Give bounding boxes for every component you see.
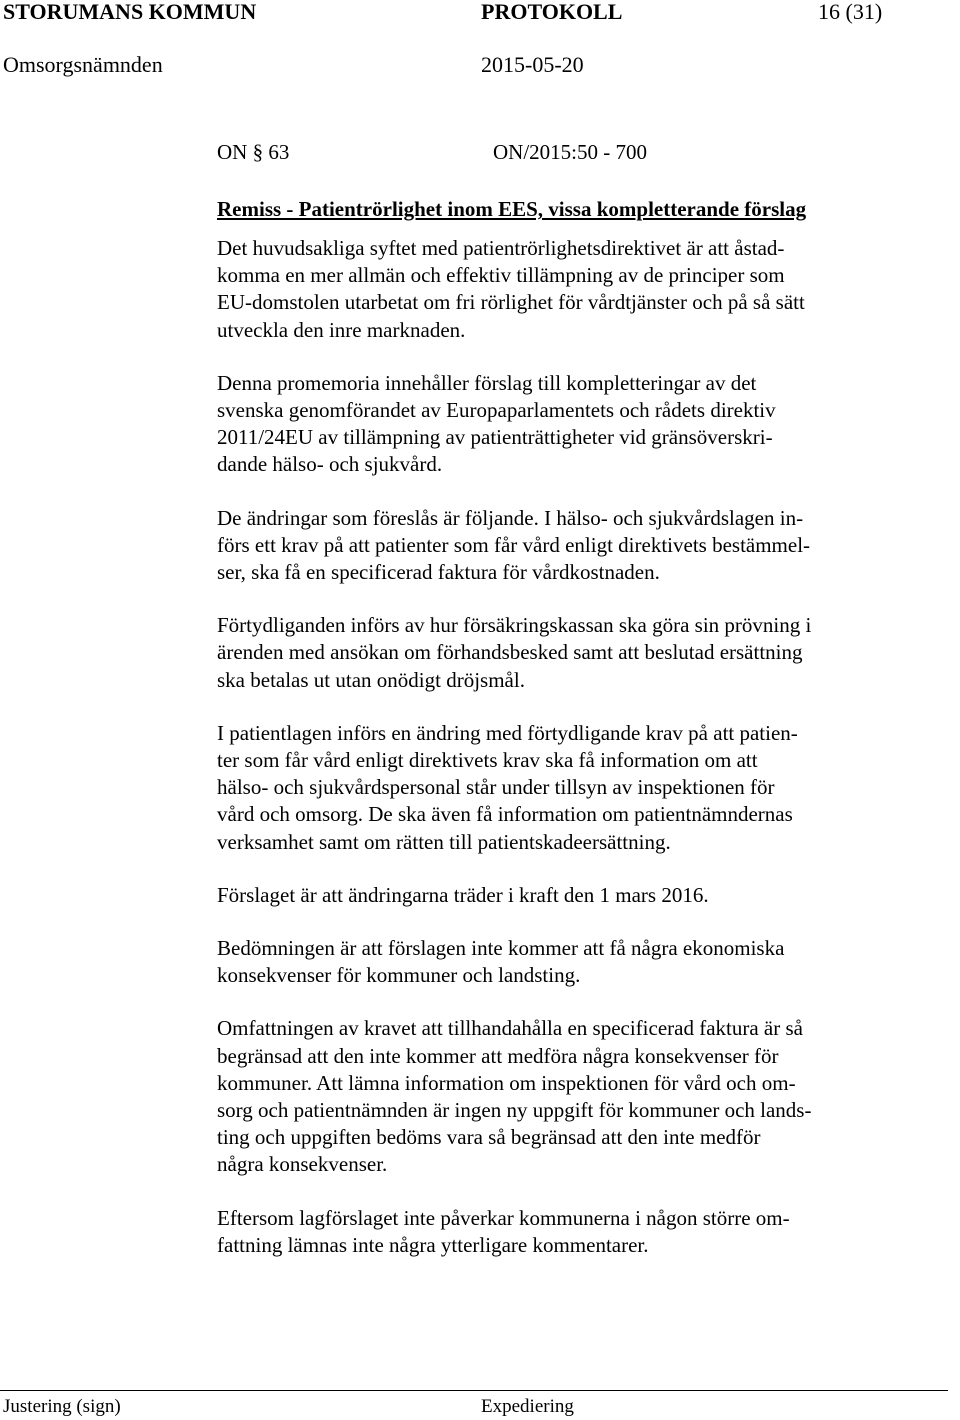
text-line: förs ett krav på att patienter som får vård enligt direktivets bestämmel- bbox=[217, 532, 811, 557]
paragraph bbox=[217, 935, 917, 989]
page-number: 16 (31) bbox=[818, 0, 883, 24]
text-line: Det huvudsakliga syftet med patientrörlighetsdirektivet är att åstad- bbox=[217, 236, 785, 260]
text-line: I patientlagen införs en ändring med förtydligande krav på att patien- bbox=[217, 720, 798, 745]
text-line: några konsekvenser. bbox=[217, 1152, 388, 1177]
text-line: ser, ska få en specificerad faktura för vårdkostnaden. bbox=[217, 560, 660, 585]
case-number: ON § 63 bbox=[217, 140, 290, 164]
document-title: Remiss - Patientrörlighet inom EES, vissa kompletterande förslag bbox=[217, 197, 807, 221]
meeting-date: 2015-05-20 bbox=[481, 52, 584, 77]
paragraph bbox=[217, 235, 917, 344]
text-line: ärenden med ansökan om förhandsbesked samt att beslutad ersättning bbox=[217, 640, 803, 665]
paragraph bbox=[217, 720, 917, 856]
paragraph bbox=[217, 505, 917, 587]
paragraph bbox=[217, 882, 917, 909]
text-line: sorg och patientnämnden är ingen ny uppgift för kommuner och lands- bbox=[217, 1098, 812, 1123]
text-line: Eftersom lagförslaget inte påverkar kommunerna i någon större om- bbox=[217, 1205, 790, 1230]
organization-name: STORUMANS KOMMUN bbox=[3, 0, 257, 24]
text-line: ter som får vård enligt direktivets krav ska få information om att bbox=[217, 748, 758, 773]
text-line: komma en mer allmän och effektiv tillämpning av de principer som bbox=[217, 263, 785, 288]
text-line: vård och omsorg. De ska även få information om patientnämndernas bbox=[217, 802, 793, 827]
text-line: EU-domstolen utarbetat om fri rörlighet för vårdtjänster och på så sätt bbox=[217, 290, 805, 315]
paragraph bbox=[217, 370, 917, 479]
text-line: ting och uppgiften bedöms vara så begränsad att den inte medför bbox=[217, 1125, 761, 1150]
text-line: svenska genomförandet av Europaparlamentets och rådets direktiv bbox=[217, 398, 776, 423]
text-line: Förslaget är att ändringarna träder i kraft den 1 mars 2016. bbox=[217, 882, 709, 907]
document-body bbox=[217, 139, 917, 1285]
text-line: begränsad att den inte kommer att medföra några konsekvenser för bbox=[217, 1043, 779, 1068]
expediering-label: Expediering bbox=[481, 1396, 574, 1417]
text-line: 2011/24EU av tillämpning av patienträttigheter vid gränsöverskri- bbox=[217, 425, 773, 450]
text-line: utveckla den inre marknaden. bbox=[217, 317, 466, 342]
text-line: hälso- och sjukvårdspersonal står under tillsyn av inspektionen för bbox=[217, 775, 775, 800]
case-line bbox=[217, 139, 917, 167]
footer-divider bbox=[0, 1390, 948, 1391]
text-line: Bedömningen är att förslagen inte kommer att få några ekonomiska bbox=[217, 936, 785, 961]
text-line: Omfattningen av kravet att tillhandahålla en specificerad faktura är så bbox=[217, 1016, 803, 1041]
text-line: Denna promemoria innehåller förslag till kompletteringar av det bbox=[217, 370, 757, 395]
paragraph bbox=[217, 1205, 917, 1259]
text-line: dande hälso- och sjukvård. bbox=[217, 452, 443, 477]
text-line: kommuner. Att lämna information om inspektionen för vård och om- bbox=[217, 1070, 796, 1095]
committee-name: Omsorgsnämnden bbox=[3, 52, 163, 77]
text-line: verksamhet samt om rätten till patientskadeersättning. bbox=[217, 829, 671, 854]
signature-label: Justering (sign) bbox=[3, 1396, 121, 1417]
text-line: Förtydliganden införs av hur försäkringskassan ska göra sin prövning i bbox=[217, 613, 812, 638]
registration-number: ON/2015:50 - 700 bbox=[493, 140, 647, 164]
text-line: ska betalas ut utan onödigt dröjsmål. bbox=[217, 667, 525, 692]
text-line: De ändringar som föreslås är följande. I hälso- och sjukvårdslagen in- bbox=[217, 505, 804, 530]
text-line: fattning lämnas inte några ytterligare kommentarer. bbox=[217, 1232, 649, 1257]
paragraph bbox=[217, 1015, 917, 1178]
text-line: konsekvenser för kommuner och landsting. bbox=[217, 963, 581, 988]
paragraph bbox=[217, 612, 917, 694]
document-type: PROTOKOLL bbox=[481, 0, 623, 24]
